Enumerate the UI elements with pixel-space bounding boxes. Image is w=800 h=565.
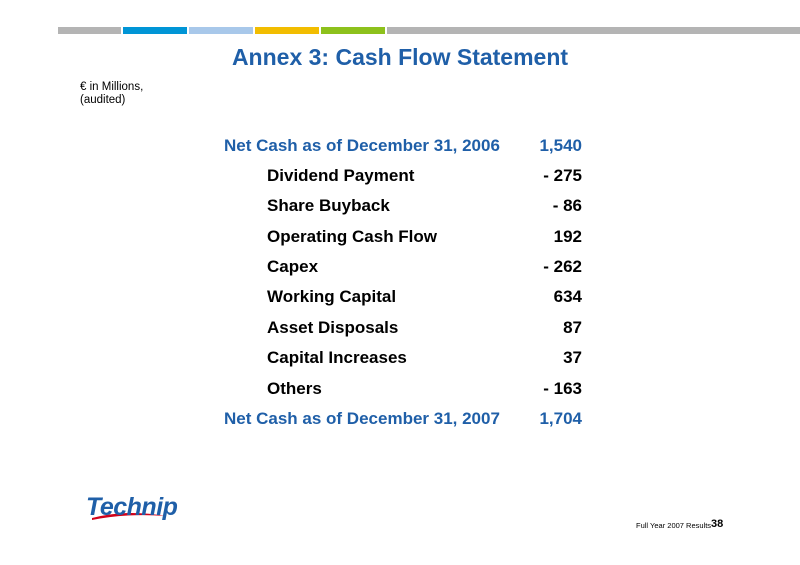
row-label: Working Capital [267,287,397,306]
technip-logo [86,493,178,533]
row-value: 37 [563,348,582,367]
color-bar [387,27,800,34]
row-label: Dividend Payment [267,166,415,185]
row-value: 87 [563,318,582,337]
table-row [0,345,800,371]
table-row [0,254,800,280]
table-row [0,133,800,159]
row-label: Others [267,379,322,398]
color-bar [189,27,253,34]
row-value: 192 [553,227,582,246]
header-color-bars [58,27,800,34]
units-note [80,81,143,107]
page-title: Annex 3: Cash Flow Statement [231,44,569,70]
row-label: Share Buyback [267,196,390,215]
page-number: 38 [711,518,724,530]
color-bar [255,27,319,34]
row-value: 634 [553,287,582,306]
units-line-1: € in Millions, [80,81,144,93]
table-row [0,163,800,189]
row-label: Net Cash as of December 31, 2007 [224,409,500,428]
row-value: - 275 [543,166,582,185]
logo-text: Technip [86,493,178,521]
row-label: Net Cash as of December 31, 2006 [224,136,500,155]
row-label: Asset Disposals [267,318,399,337]
color-bar [321,27,385,34]
table-row [0,284,800,310]
color-bar [123,27,187,34]
row-value: - 163 [543,379,582,398]
row-label: Operating Cash Flow [267,227,438,246]
table-row [0,376,800,402]
footer-text: Full Year 2007 Results [636,521,712,530]
units-line-2: (audited) [80,94,126,106]
table-row [0,406,800,432]
row-value: - 86 [552,196,582,215]
row-value: - 262 [543,257,582,276]
table-row [0,315,800,341]
row-label: Capital Increases [267,348,407,367]
table-row [0,193,800,219]
row-value: 1,704 [539,409,582,428]
row-value: 1,540 [539,136,582,155]
table-row [0,224,800,250]
color-bar [58,27,121,34]
row-label: Capex [267,257,319,276]
